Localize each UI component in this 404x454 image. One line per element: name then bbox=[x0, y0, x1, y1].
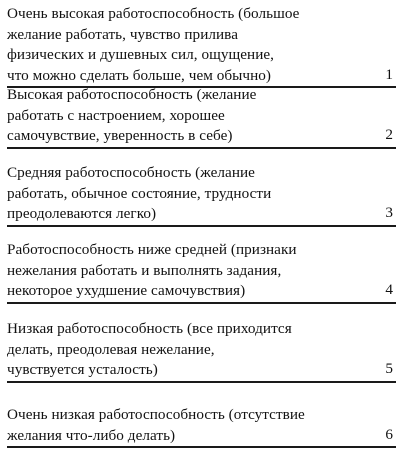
scale-level-number: 5 bbox=[385, 360, 393, 378]
scale-level-description: Высокая работоспособность (желание работать с настроением, хорошее самочувствие, уверенность в себе) bbox=[7, 86, 257, 145]
scale-level-3 bbox=[7, 163, 396, 227]
scale-level-4 bbox=[7, 240, 396, 304]
scale-level-number: 1 bbox=[385, 65, 393, 83]
scale-level-number: 3 bbox=[385, 204, 393, 222]
scale-level-2 bbox=[7, 85, 396, 149]
scale-level-description: Низкая работоспособность (все приходится делать, преодолевая нежелание, чувствуется усталость) bbox=[7, 320, 292, 379]
scale-level-description: Очень низкая работоспособность (отсутствие желания что-либо делать) bbox=[7, 406, 305, 444]
scale-level-number: 2 bbox=[385, 126, 393, 144]
scale-level-number: 4 bbox=[385, 281, 393, 299]
scale-level-description: Работоспособность ниже средней (признаки нежелания работать и выполнять задания, некоторое ухудшение самочувствия) bbox=[7, 241, 297, 300]
scale-level-number: 6 bbox=[385, 425, 393, 443]
scale-level-description: Очень высокая работоспособность (большое желание работать, чувство прилива физических и душевных сил, ощущение, что можно сделать больше, чем обычно) bbox=[7, 5, 300, 84]
scale-level-5 bbox=[7, 319, 396, 383]
scale-level-description: Средняя работоспособность (желание работать, обычное состояние, трудности преодолеваются легко) bbox=[7, 164, 272, 223]
scale-level-6 bbox=[7, 405, 396, 448]
scale-level-1 bbox=[7, 4, 396, 88]
